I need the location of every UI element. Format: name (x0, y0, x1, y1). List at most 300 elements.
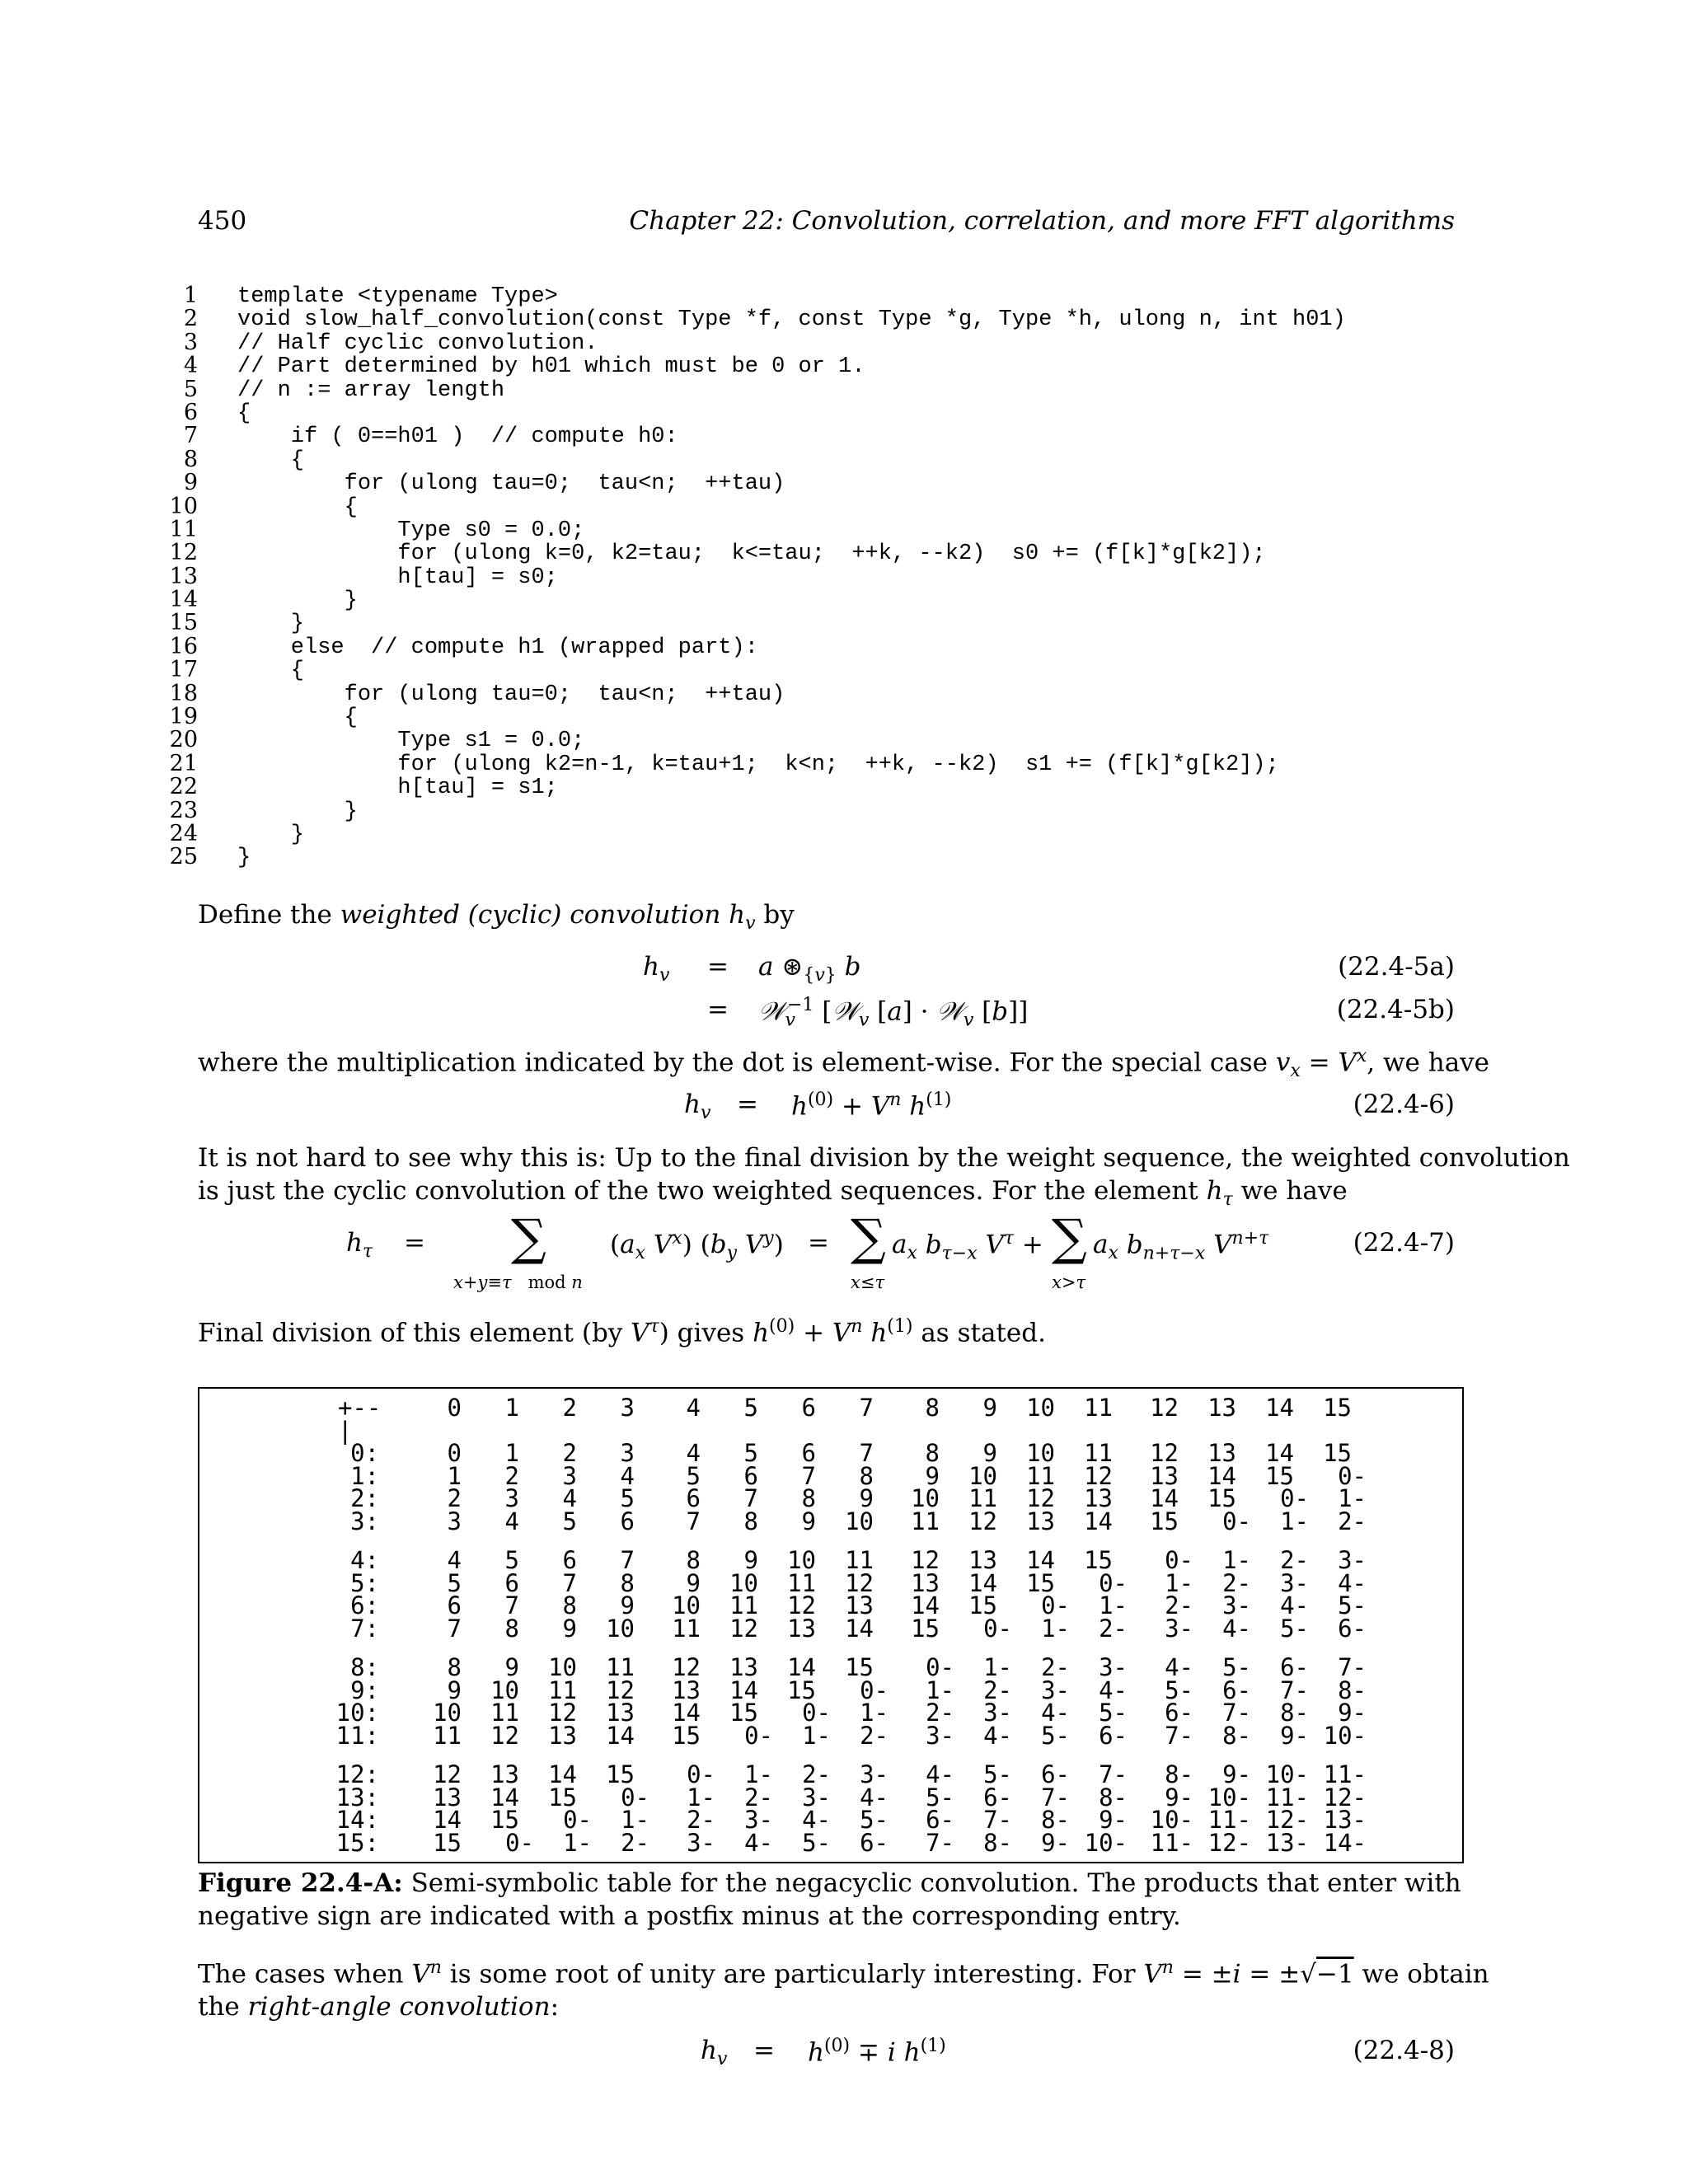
line-number: 18 (169, 680, 198, 706)
line-number: 3 (183, 329, 198, 355)
table-cell: 7- (1041, 1783, 1070, 1811)
text-run: we obtain (1362, 1959, 1489, 1990)
table-cell: 6 (447, 1591, 462, 1619)
table-cell: 4- (1338, 1568, 1367, 1597)
table-cell: 0- (860, 1675, 889, 1704)
text-run: Define the (198, 900, 340, 930)
code-text: } (237, 612, 305, 637)
table-cell: 7- (983, 1806, 1012, 1834)
text-run: Semi-symbolic table for the negacyclic convolution. The products that enter with (402, 1868, 1461, 1898)
running-head: Chapter 22: Convolution, correlation, and more FFT algorithms (629, 206, 1455, 236)
code-text: for (ulong k=0, k2=tau; k<=tau; ++k, --k2) s0 += (f[k]*g[k2]); (237, 541, 1266, 567)
text-run: the (198, 1992, 248, 2022)
table-cell: 6 (801, 1439, 816, 1467)
row-label: 15: (335, 1828, 379, 1857)
table-cell: 5- (1222, 1653, 1251, 1681)
table-cell: 2- (621, 1828, 649, 1857)
table-cell: 13 (968, 1546, 997, 1574)
code-line (162, 680, 1497, 707)
code-line (162, 797, 1497, 824)
table-cell: 4- (1041, 1699, 1070, 1727)
table-cell: 2- (926, 1699, 954, 1727)
table-cell: 11 (845, 1546, 874, 1574)
line-number: 11 (169, 516, 198, 542)
code-text: h[tau] = s1; (237, 776, 558, 801)
code-text: } (237, 799, 358, 824)
table-cell: 7 (447, 1614, 462, 1643)
table-cell: 9- (1099, 1806, 1128, 1834)
text-run: is just the cyclic convolution of the two weighted sequences. For the element (198, 1176, 1198, 1206)
table-cell: 9 (982, 1439, 997, 1467)
table-cell: 0- (687, 1760, 715, 1788)
text-run: where the multiplication indicated by the dot is element-wise. For the special case (198, 1047, 1268, 1078)
table-cell: 7- (1165, 1721, 1193, 1750)
code-line (162, 776, 1497, 799)
text-run: , we have (1367, 1047, 1490, 1078)
table-cell: 14 (1150, 1484, 1179, 1512)
table-cell: 9- (1165, 1783, 1193, 1811)
code-listing (162, 285, 1497, 870)
table-cell: 10 (548, 1653, 577, 1681)
table-cell: 11- (1265, 1783, 1309, 1811)
table-cell: 1- (1165, 1568, 1193, 1597)
table-cell: 10 (787, 1546, 816, 1574)
table-cell: 14 (729, 1675, 758, 1704)
text-run: Final division of this element (by (198, 1318, 623, 1348)
table-cell: 10 (968, 1461, 997, 1490)
code-text: // n := array length (237, 377, 505, 403)
paragraph-final-division: Final division of this element (by $V^\tau$) gives $h^{(0)} + V^n$ $h^{(1)}$ as stated. (198, 1316, 1046, 1348)
table-cell: 14 (548, 1760, 577, 1788)
table-cell: 10- (1207, 1783, 1251, 1811)
table-cell: 8 (925, 1439, 940, 1467)
table-cell: 1- (1041, 1614, 1070, 1643)
table-cell: 1- (926, 1675, 954, 1704)
table-cell: 1- (983, 1653, 1012, 1681)
code-line (162, 633, 1497, 660)
table-cell: 5 (562, 1507, 577, 1535)
equation-number-6: (22.4-6) (1353, 1090, 1455, 1119)
table-cell: 11 (1084, 1439, 1113, 1467)
line-number: 17 (169, 657, 198, 683)
table-cell: 11 (548, 1675, 577, 1704)
table-cell: 1- (621, 1806, 649, 1834)
table-cell: 13 (1207, 1439, 1236, 1467)
table-cell: 13- (1265, 1828, 1309, 1857)
table-cell: 8 (504, 1614, 519, 1643)
code-line (162, 706, 1497, 729)
table-cell: 7 (801, 1461, 816, 1490)
table-cell: 12 (606, 1675, 635, 1704)
table-cell: 4 (620, 1461, 635, 1490)
table-cell: 3- (926, 1721, 954, 1750)
code-line (162, 376, 1497, 403)
table-cell: 1- (1099, 1591, 1128, 1619)
code-line (162, 659, 1497, 682)
code-line (162, 542, 1497, 565)
table-cell: 1- (1338, 1484, 1367, 1512)
text-run: is some root of unity are particularly interesting. For (449, 1959, 1136, 1990)
table-cell: 13 (911, 1568, 940, 1597)
code-text: if ( 0==h01 ) // compute h0: (237, 424, 678, 450)
table-cell: 14 (1265, 1439, 1294, 1467)
line-number: 23 (169, 797, 198, 823)
table-cell: 14 (433, 1806, 462, 1834)
table-cell: 3 (562, 1461, 577, 1490)
table-cell: 0- (802, 1699, 831, 1727)
text-run: The cases when (198, 1959, 404, 1990)
code-line (162, 846, 1497, 869)
table-cell: 6- (1041, 1760, 1070, 1788)
line-number: 2 (183, 306, 198, 332)
code-line (162, 472, 1497, 495)
table-cell: 13 (672, 1675, 701, 1704)
code-line (162, 308, 1497, 331)
equation-number-5b: (22.4-5b) (1336, 995, 1455, 1024)
table-cell: 0- (621, 1783, 649, 1811)
table-cell: 5 (504, 1546, 519, 1574)
table-cell: 11- (1150, 1828, 1193, 1857)
table-cell: 9 (801, 1507, 816, 1535)
line-number: 8 (183, 446, 198, 472)
table-cell: 12- (1265, 1806, 1309, 1834)
row-label: 10: (335, 1699, 379, 1727)
table-cell: 4- (802, 1806, 831, 1834)
table-cell: 4- (926, 1760, 954, 1788)
table-cell: 14 (845, 1614, 874, 1643)
table-cell: 14 (490, 1783, 519, 1811)
table-cell: 13 (729, 1653, 758, 1681)
table-cell: 11- (1323, 1760, 1367, 1788)
table-cell: 15 (1265, 1461, 1294, 1490)
code-line (162, 446, 1497, 473)
text-run: ) gives (659, 1318, 745, 1348)
table-cell: 5- (1165, 1675, 1193, 1704)
table-cell: 1 (447, 1461, 462, 1490)
text-run: as stated. (921, 1318, 1046, 1348)
column-header: 11 (1084, 1394, 1113, 1422)
table-cell: 12 (729, 1614, 758, 1643)
code-text: // Half cyclic convolution. (237, 330, 598, 356)
table-cell: 7- (1099, 1760, 1128, 1788)
table-cell: 2 (504, 1461, 519, 1490)
table-cell: 8 (743, 1507, 758, 1535)
column-header: 13 (1207, 1394, 1236, 1422)
table-cell: 10 (672, 1591, 701, 1619)
table-cell: 15 (845, 1653, 874, 1681)
table-cell: 5- (860, 1806, 889, 1834)
table-cell: 13 (845, 1591, 874, 1619)
table-cell: 10- (1265, 1760, 1309, 1788)
text-line: It is not hard to see why this is: Up to the final division by the weight sequence, the weighted convolution (198, 1143, 1570, 1173)
table-cell: 2- (1222, 1568, 1251, 1597)
table-cell: 6 (743, 1461, 758, 1490)
table-cell: 13 (433, 1783, 462, 1811)
code-text: for (ulong tau=0; tau<n; ++tau) (237, 471, 785, 497)
table-cell: 6- (983, 1783, 1012, 1811)
table-cell: 1 (504, 1439, 519, 1467)
table-cell: 12 (672, 1653, 701, 1681)
code-text: Type s1 = 0.0; (237, 729, 585, 754)
table-cell: 3 (504, 1484, 519, 1512)
table-cell: 9 (504, 1653, 519, 1681)
table-cell: 10 (1026, 1439, 1055, 1467)
page-number: 450 (198, 206, 247, 236)
table-cell: 8 (686, 1546, 701, 1574)
code-line (162, 516, 1497, 543)
table-cell: 14 (911, 1591, 940, 1619)
column-header: 3 (620, 1394, 635, 1422)
table-cell: 9 (447, 1675, 462, 1704)
math-vx-eq-Vx: $v_x$ (1275, 1047, 1301, 1082)
table-cell: 14 (1026, 1546, 1055, 1574)
line-number: 6 (183, 399, 198, 425)
table-cell: 6- (1280, 1653, 1309, 1681)
row-label: 12: (335, 1760, 379, 1788)
table-cell: 2- (1280, 1546, 1309, 1574)
table-cell: 1- (1280, 1507, 1309, 1535)
code-text: { (237, 448, 305, 473)
table-cell: 11 (672, 1614, 701, 1643)
table-cell: 5- (1280, 1614, 1309, 1643)
table-cell: 8- (1165, 1760, 1193, 1788)
line-number: 16 (169, 633, 198, 659)
table-cell: 2- (1099, 1614, 1128, 1643)
code-line (162, 820, 1497, 847)
column-header: 14 (1265, 1394, 1294, 1422)
table-cell: 2- (687, 1806, 715, 1834)
table-cell: 1- (860, 1699, 889, 1727)
table-cell: 10 (729, 1568, 758, 1597)
table-cell: 8 (801, 1484, 816, 1512)
table-cell: 15 (911, 1614, 940, 1643)
line-number: 12 (169, 540, 198, 566)
table-cell: 9 (925, 1461, 940, 1490)
table-cell: 10 (433, 1699, 462, 1727)
code-text: h[tau] = s0; (237, 565, 558, 590)
emphasis-weighted-convolution: weighted (cyclic) convolution (340, 900, 721, 930)
table-cell: 15 (548, 1783, 577, 1811)
table-cell: 4- (860, 1783, 889, 1811)
table-cell: 2 (562, 1439, 577, 1467)
table-cell: 11 (968, 1484, 997, 1512)
table-cell: 8- (1041, 1806, 1070, 1834)
table-cell: 3 (447, 1507, 462, 1535)
text-run: we have (1240, 1176, 1348, 1206)
column-header: 8 (925, 1394, 940, 1422)
row-label: 14: (335, 1806, 379, 1834)
table-cell: 0- (563, 1806, 592, 1834)
line-number: 24 (169, 820, 198, 846)
row-label: 0: (350, 1439, 379, 1467)
line-number: 9 (183, 470, 198, 496)
code-line (162, 563, 1497, 590)
table-cell: 13 (606, 1699, 635, 1727)
table-cell: 1- (563, 1828, 592, 1857)
line-number: 20 (169, 727, 198, 753)
table-cell: 6- (860, 1828, 889, 1857)
table-cell: 11 (911, 1507, 940, 1535)
table-cell: 15 (787, 1675, 816, 1704)
column-header: 9 (982, 1394, 997, 1422)
table-cell: 0- (1041, 1591, 1070, 1619)
table-cell: 5- (802, 1828, 831, 1857)
line-number: 1 (183, 283, 198, 308)
code-text: } (237, 846, 251, 871)
equation-number-8: (22.4-8) (1353, 2036, 1455, 2065)
equation-22-4-5a: $h_v$ = a $⊛_{\{v\}}$ b (643, 952, 861, 987)
table-cell: 3- (860, 1760, 889, 1788)
table-cell: 7 (620, 1546, 635, 1574)
code-text: Type s0 = 0.0; (237, 518, 585, 543)
table-cell: 7 (743, 1484, 758, 1512)
table-cell: 14 (606, 1721, 635, 1750)
code-line (162, 285, 1497, 308)
table-cell: 3- (1165, 1614, 1193, 1643)
table-cell: 5- (1041, 1721, 1070, 1750)
table-cell: 4- (983, 1721, 1012, 1750)
table-cell: 9- (1041, 1828, 1070, 1857)
table-cell: 12- (1207, 1828, 1251, 1857)
code-text: } (237, 588, 358, 614)
table-cell: 4- (744, 1828, 773, 1857)
line-number: 15 (169, 610, 198, 636)
column-header: 6 (801, 1394, 816, 1422)
table-cell: 6 (562, 1546, 577, 1574)
line-number: 7 (183, 423, 198, 449)
table-cell: 12- (1323, 1783, 1367, 1811)
table-cell: 14 (1084, 1507, 1113, 1535)
row-label: 11: (335, 1721, 379, 1750)
table-cell: 3- (1338, 1546, 1367, 1574)
table-cell: 7- (1222, 1699, 1251, 1727)
table-cell: 10 (606, 1614, 635, 1643)
column-header: 15 (1323, 1394, 1352, 1422)
row-label: 1: (350, 1461, 379, 1490)
code-text: } (237, 822, 305, 847)
table-cell: 13 (787, 1614, 816, 1643)
column-header: 2 (562, 1394, 577, 1422)
table-cell: 8- (1280, 1699, 1309, 1727)
table-cell: 0- (744, 1721, 773, 1750)
row-label: 9: (350, 1675, 379, 1704)
table-cell: 9- (1280, 1721, 1309, 1750)
table-cell: 11 (729, 1591, 758, 1619)
column-header: 7 (859, 1394, 874, 1422)
table-cell: 3- (1099, 1653, 1128, 1681)
table-cell: 0- (505, 1828, 534, 1857)
equation-22-4-8: $h_v$ = $h^{(0)} \mp i$ $h^{(1)}$ (701, 2036, 946, 2070)
row-label: 5: (350, 1568, 379, 1597)
line-number: 10 (169, 493, 198, 519)
table-cell: 6 (686, 1484, 701, 1512)
table-cell: 14 (1207, 1461, 1236, 1490)
table-cell: 13 (1026, 1507, 1055, 1535)
table-cell: 3- (983, 1699, 1012, 1727)
equation-number-5a: (22.4-5a) (1338, 952, 1455, 982)
table-cell: 11 (433, 1721, 462, 1750)
table-cell: 11- (1207, 1806, 1251, 1834)
line-number: 5 (183, 376, 198, 402)
table-cell: 12 (968, 1507, 997, 1535)
table-cell: 10- (1150, 1806, 1193, 1834)
paragraph-root-of-unity: The cases when $V^n$ is some root of unity are particularly interesting. For $V^n = \pm i = \pm√-1$ we obtain the right-angle convolution: (198, 1957, 1489, 2022)
text-run: by (755, 900, 795, 930)
equation-22-4-7: $h_\tau$ = ∑ x+y≡τ mod n ($a_x$ $V^x$) ($b_y$ $V^y$) = ∑ x≤τ $a_x$ $b_{\tau-x}$ $V^\tau$ + ∑ x>τ $a_x$ $b_{n+\tau-x}$ $V^{n+\tau}$ (346, 1209, 1269, 1292)
table-cell: 3- (1041, 1675, 1070, 1704)
table-cell: 6- (1338, 1614, 1367, 1643)
column-header: 5 (743, 1394, 758, 1422)
table-cell: 8 (562, 1591, 577, 1619)
line-number: 14 (169, 587, 198, 613)
table-cell: 15 (490, 1806, 519, 1834)
table-cell: 12 (548, 1699, 577, 1727)
table-cell: 0- (1222, 1507, 1251, 1535)
line-number: 13 (169, 563, 198, 589)
table-cell: 6 (620, 1507, 635, 1535)
row-label: 3: (350, 1507, 379, 1535)
table-cell: 6- (1099, 1721, 1128, 1750)
table-bar: | (338, 1416, 353, 1445)
table-cell: 14 (672, 1699, 701, 1727)
table-cell: 15 (1323, 1439, 1352, 1467)
table-cell: 7- (1280, 1675, 1309, 1704)
table-cell: 5 (686, 1461, 701, 1490)
table-cell: 5 (447, 1568, 462, 1597)
line-number: 4 (183, 353, 198, 379)
table-cell: 0- (983, 1614, 1012, 1643)
table-cell: 15 (1084, 1546, 1113, 1574)
table-cell: 9 (686, 1568, 701, 1597)
table-cell: 4- (1222, 1614, 1251, 1643)
math-h-v: $h_v$ (729, 900, 756, 935)
column-header: 0 (447, 1394, 462, 1422)
table-cell: 11 (490, 1699, 519, 1727)
paragraph-weighted-def (198, 898, 1455, 940)
table-cell: 15 (1026, 1568, 1055, 1597)
table-corner: +-- (338, 1394, 382, 1422)
table-cell: 4 (562, 1484, 577, 1512)
emphasis-right-angle-convolution: right-angle convolution (247, 1992, 551, 2022)
table-cell: 2- (1165, 1591, 1193, 1619)
table-cell: 3- (744, 1806, 773, 1834)
code-text: { (237, 658, 305, 684)
table-cell: 15 (968, 1591, 997, 1619)
table-cell: 12 (1026, 1484, 1055, 1512)
code-line (162, 589, 1497, 612)
row-label: 4: (350, 1546, 379, 1574)
table-cell: 4 (686, 1439, 701, 1467)
table-cell: 0- (1338, 1461, 1367, 1490)
table-cell: 8- (1222, 1721, 1251, 1750)
table-cell: 10- (1323, 1721, 1367, 1750)
line-number: 25 (169, 844, 198, 870)
table-cell: 4- (1280, 1591, 1309, 1619)
code-line (162, 612, 1497, 635)
code-line (162, 425, 1497, 448)
column-header: 12 (1150, 1394, 1179, 1422)
figure-caption (198, 1867, 1461, 1933)
line-number: 21 (169, 750, 198, 776)
table-cell: 3- (1222, 1591, 1251, 1619)
code-text: void slow_half_convolution(const Type *f, const Type *g, Type *h, ulong n, int h01) (237, 307, 1346, 333)
table-cell: 2- (1338, 1507, 1367, 1535)
table-cell: 1- (1222, 1546, 1251, 1574)
table-cell: 8 (859, 1461, 874, 1490)
code-text: { (237, 494, 358, 520)
table-cell: 15 (729, 1699, 758, 1727)
column-header: 10 (1026, 1394, 1055, 1422)
